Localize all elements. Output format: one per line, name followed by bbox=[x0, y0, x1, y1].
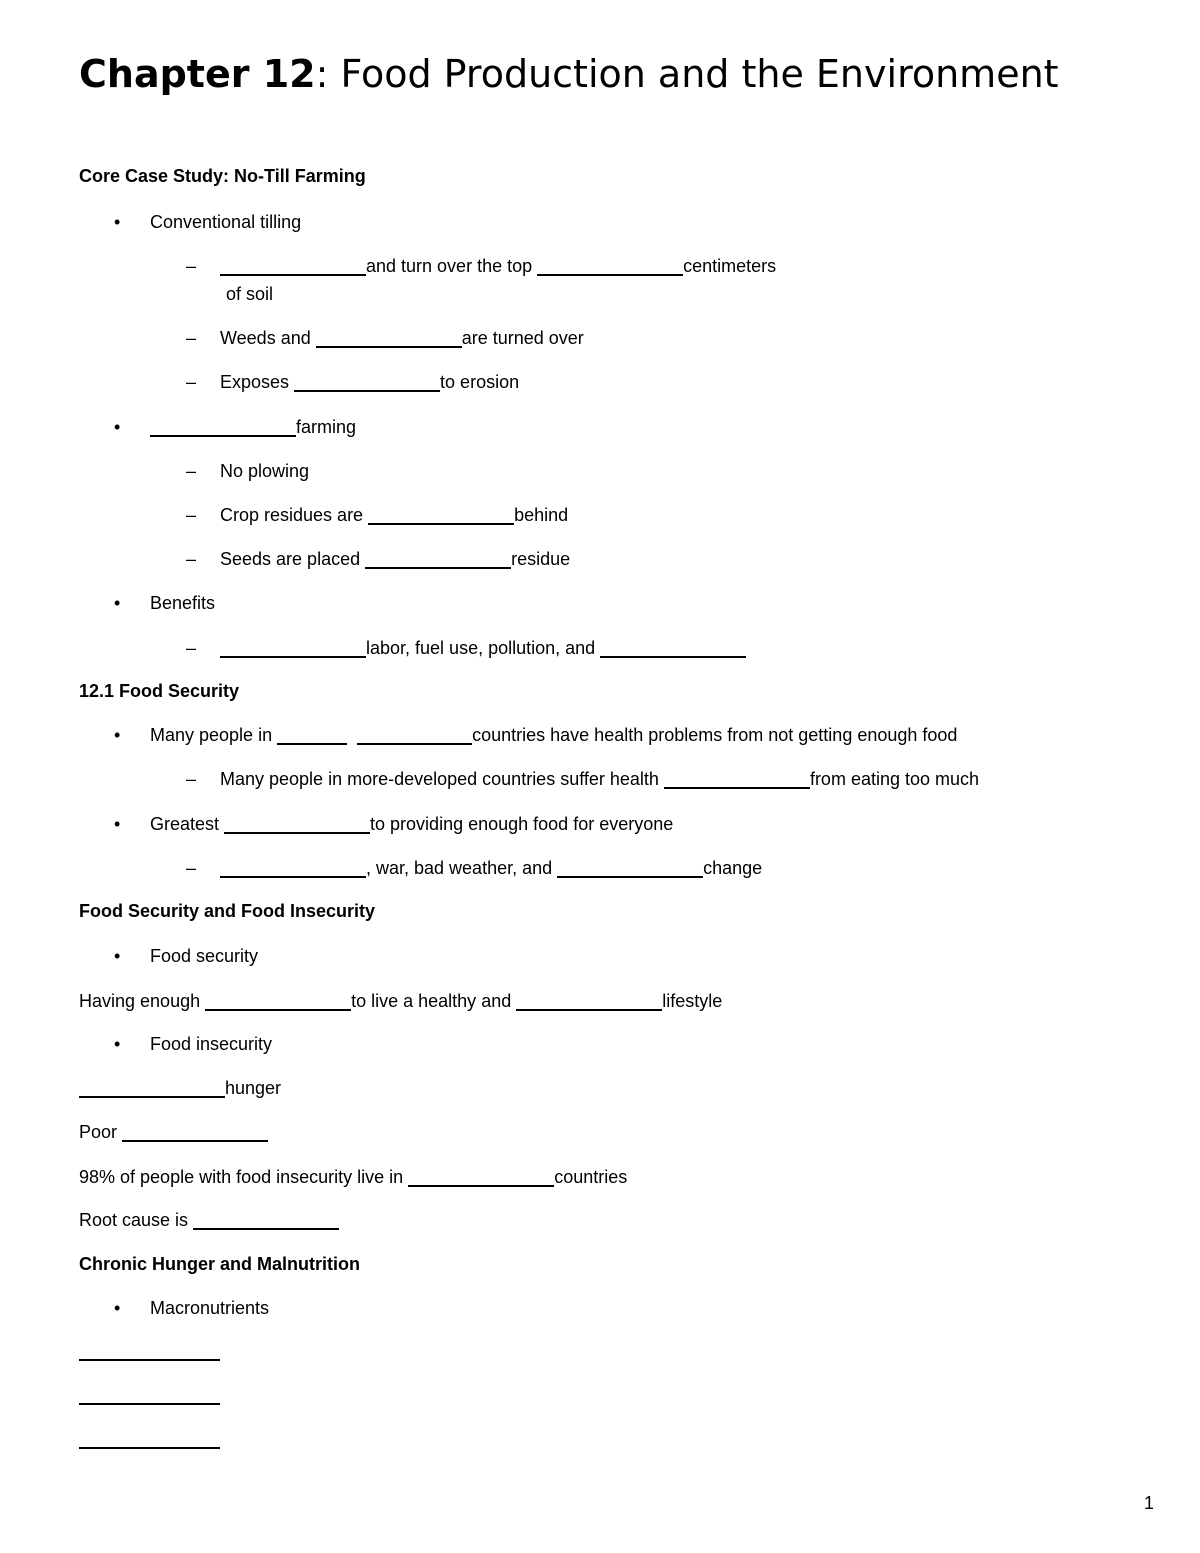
fill-blank[interactable] bbox=[537, 254, 683, 276]
fill-blank[interactable] bbox=[79, 1359, 220, 1361]
fill-blank[interactable] bbox=[365, 547, 511, 569]
fill-blank[interactable] bbox=[664, 767, 810, 789]
dash-marker: – bbox=[186, 328, 197, 348]
item-no-plowing: No plowing bbox=[220, 461, 310, 481]
fill-blank[interactable] bbox=[122, 1120, 268, 1142]
fill-blank[interactable] bbox=[408, 1165, 554, 1187]
fill-blank[interactable] bbox=[193, 1208, 339, 1230]
item-exposes: Exposes to erosion bbox=[220, 372, 520, 392]
bullet-marker: • bbox=[114, 725, 121, 745]
fill-blank[interactable] bbox=[277, 723, 347, 745]
bullet-marker: • bbox=[114, 946, 121, 966]
item-farming: farming bbox=[150, 415, 356, 439]
fill-blank[interactable] bbox=[79, 1447, 220, 1449]
dash-marker: – bbox=[186, 505, 197, 525]
bullet-marker: • bbox=[114, 212, 121, 232]
item-root-cause: Root cause is bbox=[79, 1208, 339, 1232]
bullet-marker: • bbox=[114, 1298, 121, 1318]
bullet-marker: • bbox=[114, 1034, 121, 1054]
dash-marker: – bbox=[186, 638, 197, 658]
item-98-percent: 98% of people with food insecurity live in countries bbox=[79, 1167, 628, 1187]
item-conventional-tilling: Conventional tilling bbox=[150, 212, 302, 232]
fill-blank[interactable] bbox=[150, 415, 296, 437]
fill-blank[interactable] bbox=[220, 636, 366, 658]
dash-marker: – bbox=[186, 461, 197, 481]
fill-blank[interactable] bbox=[79, 1403, 220, 1405]
fill-blank[interactable] bbox=[79, 1076, 225, 1098]
item-poor: Poor bbox=[79, 1120, 268, 1144]
item-seeds: Seeds are placed residue bbox=[220, 549, 571, 569]
fill-blank[interactable] bbox=[205, 989, 351, 1011]
bullet-marker: • bbox=[114, 593, 121, 613]
item-crop-residues: Crop residues are behind bbox=[220, 505, 569, 525]
item-labor: labor, fuel use, pollution, and bbox=[220, 636, 746, 660]
fill-blank[interactable] bbox=[557, 856, 703, 878]
item-macronutrients: Macronutrients bbox=[150, 1298, 270, 1318]
dash-marker: – bbox=[186, 372, 197, 392]
dash-marker: – bbox=[186, 549, 197, 569]
fill-blank[interactable] bbox=[220, 254, 366, 276]
fill-blank[interactable] bbox=[294, 370, 440, 392]
item-of-soil: of soil bbox=[226, 284, 274, 304]
item-turn-over: and turn over the top centimeters bbox=[220, 254, 776, 278]
title-chapter: Chapter 12 bbox=[79, 52, 316, 96]
section-heading-chronic: Chronic Hunger and Malnutrition bbox=[79, 1254, 360, 1274]
title-rest: : Food Production and the Environment bbox=[315, 52, 1059, 96]
bullet-marker: • bbox=[114, 417, 121, 437]
dash-marker: – bbox=[186, 256, 197, 276]
section-heading-food-security: 12.1 Food Security bbox=[79, 681, 240, 701]
section-heading-core-case: Core Case Study: No-Till Farming bbox=[79, 166, 366, 186]
section-heading-fs-fi: Food Security and Food Insecurity bbox=[79, 901, 376, 921]
item-war: , war, bad weather, and change bbox=[220, 856, 762, 880]
fill-blank[interactable] bbox=[220, 856, 366, 878]
item-food-security: Food security bbox=[150, 946, 259, 966]
fill-blank[interactable] bbox=[316, 326, 462, 348]
dash-marker: – bbox=[186, 858, 197, 878]
item-food-insecurity: Food insecurity bbox=[150, 1034, 273, 1054]
page-number: 1 bbox=[1144, 1493, 1155, 1513]
item-many-people: Many people in countries have health problems from not getting enough food bbox=[150, 725, 958, 745]
fill-blank[interactable] bbox=[600, 636, 746, 658]
fill-blank[interactable] bbox=[357, 723, 472, 745]
item-having-enough: Having enough to live a healthy and lifestyle bbox=[79, 991, 723, 1011]
page-title bbox=[79, 48, 1059, 100]
item-hunger: hunger bbox=[79, 1076, 281, 1100]
bullet-marker: • bbox=[114, 814, 121, 834]
item-more-developed: Many people in more-developed countries suffer health from eating too much bbox=[220, 769, 980, 789]
fill-blank[interactable] bbox=[368, 503, 514, 525]
item-benefits: Benefits bbox=[150, 593, 216, 613]
fill-blank[interactable] bbox=[516, 989, 662, 1011]
fill-blank[interactable] bbox=[224, 812, 370, 834]
item-greatest: Greatest to providing enough food for everyone bbox=[150, 814, 674, 834]
dash-marker: – bbox=[186, 769, 197, 789]
item-weeds: Weeds and are turned over bbox=[220, 328, 584, 348]
